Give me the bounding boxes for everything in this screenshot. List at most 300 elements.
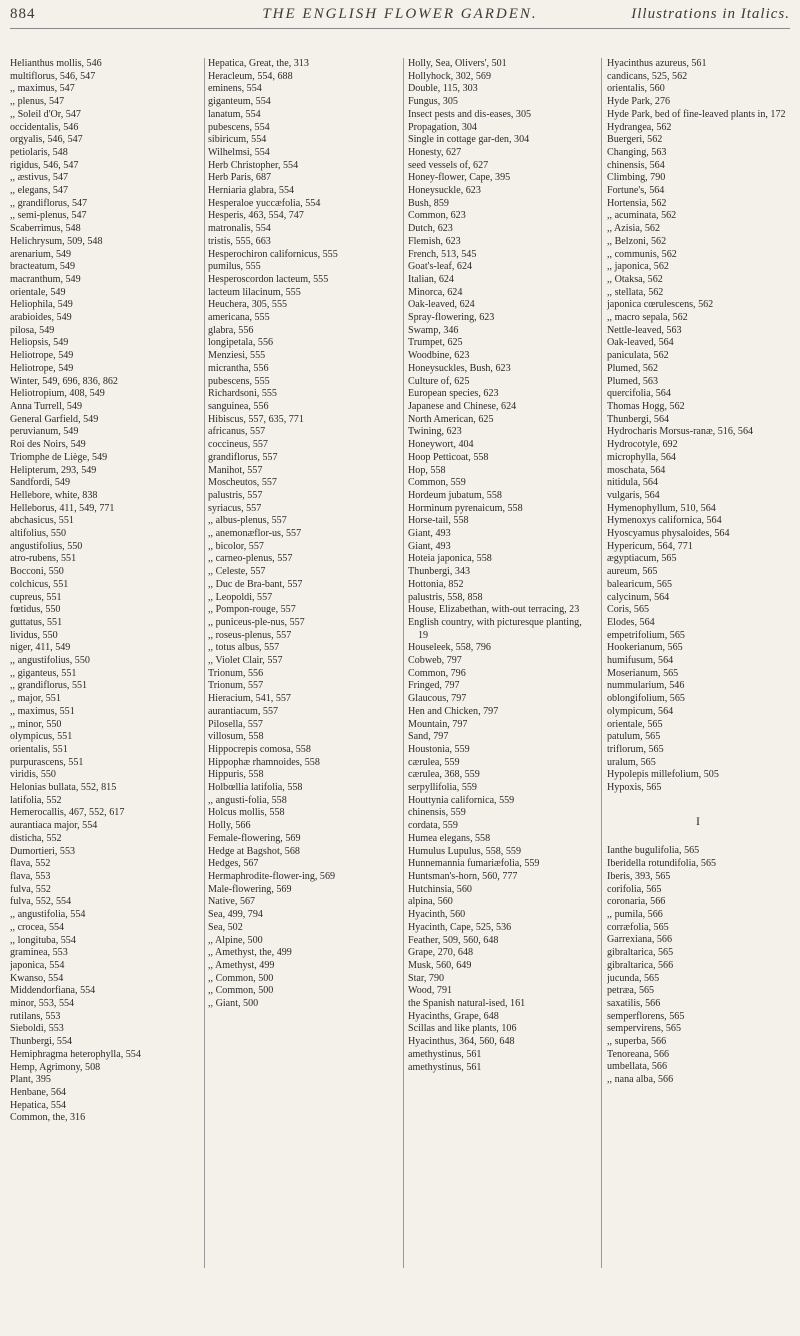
index-entry: Honeysuckle, 623: [408, 185, 481, 197]
index-column-3: [408, 58, 590, 1328]
index-entry: Hepatica, Great, the, 313: [208, 58, 309, 69]
index-entry: Japanese and Chinese, 624: [408, 400, 517, 412]
index-entry: Trumpet, 625: [408, 337, 463, 349]
index-entry: Propagation, 304: [408, 121, 477, 133]
index-entry: Iberidella rotundifolia, 565: [607, 858, 717, 870]
index-entry: fulva, 552, 554: [10, 896, 72, 908]
index-entry: Hordeum jubatum, 558: [408, 489, 502, 501]
index-entry: Honeywort, 404: [408, 439, 474, 451]
index-entry: viridis, 550: [10, 769, 56, 781]
index-entry: corifolia, 565: [607, 883, 662, 895]
index-entry: saxatilis, 566: [607, 997, 661, 1009]
index-entry: occidentalis, 546: [10, 121, 79, 133]
index-entry: ,, Leopoldi, 557: [208, 591, 273, 603]
index-entry: ,, Otaksa, 562: [607, 273, 663, 285]
index-entry: Heliotrope, 549: [10, 362, 74, 374]
index-entry: Hymenoxys californica, 564: [607, 515, 722, 527]
page-number: 884: [10, 6, 36, 22]
index-entry: Hibiscus, 557, 635, 771: [208, 413, 304, 425]
index-entry: North American, 625: [408, 413, 494, 425]
index-entry: ,, roseus-plenus, 557: [208, 629, 292, 641]
index-entry: ,, Common, 500: [208, 972, 274, 984]
index-entry: Hydrangea, 562: [607, 121, 672, 133]
index-entry: lanatum, 554: [208, 108, 261, 120]
index-entry: Helianthus mollis, 546: [10, 58, 102, 69]
index-entry: Flemish, 623: [408, 235, 461, 247]
index-entry: pubescens, 554: [208, 121, 270, 133]
index-entry: ,, Soleil d'Or, 547: [10, 108, 81, 120]
index-entry: ,, longituba, 554: [10, 934, 76, 946]
index-entry: ,, Violet Clair, 557: [208, 655, 283, 667]
index-entry: orientalis, 551: [10, 743, 68, 755]
index-entry: Menziesi, 555: [208, 350, 266, 362]
index-entry: Houttynia californica, 559: [408, 794, 515, 806]
index-entry: Sandfordi, 549: [10, 477, 70, 489]
index-entry: Anna Turrell, 549: [10, 400, 83, 412]
index-entry: corræfolia, 565: [607, 921, 669, 933]
index-entry: palustris, 558, 858: [408, 591, 483, 603]
index-entry: ,, carneo-plenus, 557: [208, 553, 293, 565]
index-entry: Huntsman's-horn, 560, 777: [408, 871, 518, 882]
index-entry: Houstonia, 559: [408, 743, 470, 755]
index-entry: Hen and Chicken, 797: [408, 705, 499, 717]
index-entry: Minorca, 624: [408, 286, 463, 298]
index-entry: Thunbergi, 564: [607, 413, 670, 425]
index-entry: ,, acuminata, 562: [607, 210, 677, 222]
index-entry: minor, 553, 554: [10, 998, 75, 1010]
index-entry: balearicum, 565: [607, 578, 673, 590]
index-entry: triflorum, 565: [607, 743, 664, 755]
index-entry: Helipterum, 293, 549: [10, 464, 97, 476]
index-entry: vulgaris, 564: [607, 489, 660, 501]
index-entry: niger, 411, 549: [10, 642, 71, 654]
index-entry: micrantha, 556: [208, 362, 269, 374]
index-entry: Native, 567: [208, 896, 256, 908]
index-entry: multiflorus, 546, 547: [10, 70, 96, 82]
index-entry: Common, 796: [408, 667, 466, 679]
index-entry: Herb Paris, 687: [208, 172, 272, 184]
index-entry: General Garfield, 549: [10, 413, 99, 425]
index-entry: Heuchera, 305, 555: [208, 299, 288, 311]
index-entry: olympicus, 551: [10, 731, 73, 743]
index-entry: villosum, 558: [208, 731, 264, 743]
index-entry: Fringed, 797: [408, 680, 460, 692]
index-entry: abchasicus, 551: [10, 515, 74, 527]
index-entry: Hippophæ rhamnoides, 558: [208, 756, 320, 768]
index-entry: graminea, 553: [10, 947, 68, 959]
index-entry: Hypolepis millefolium, 505: [607, 769, 719, 781]
index-entry: ,, Alpine, 500: [208, 934, 263, 946]
index-entry: ,, maximus, 547: [10, 83, 75, 95]
index-entry: sanguinea, 556: [208, 400, 269, 412]
index-entry: ,, angustifolius, 550: [10, 655, 90, 667]
index-entry: Tenoreana, 566: [607, 1048, 670, 1060]
index-entry: patulum, 565: [607, 731, 661, 743]
index-column-2: [208, 58, 390, 1328]
index-entry: Humea elegans, 558: [408, 832, 491, 844]
index-entry: ,, pumila, 566: [607, 909, 663, 920]
index-entry: macranthum, 549: [10, 273, 81, 285]
index-entry: jucunda, 565: [607, 972, 660, 984]
index-entry: Hesperis, 463, 554, 747: [208, 210, 304, 222]
index-entry: ,, major, 551: [10, 693, 61, 705]
index-entry: orientale, 549: [10, 286, 66, 298]
index-entry: Hydrocotyle, 692: [607, 439, 678, 451]
index-entry: petræa, 565: [607, 985, 655, 997]
index-entry: alpina, 560: [408, 896, 453, 908]
index-entry: Hollyhock, 302, 569: [408, 70, 491, 82]
index-entry: Scaberrimus, 548: [10, 223, 81, 235]
index-entry: ,, anemonæflor-us, 557: [208, 528, 302, 540]
index-entry: cordata, 559: [408, 820, 458, 832]
index-entry: Heliotrope, 549: [10, 350, 74, 362]
index-entry: cærulea, 559: [408, 756, 460, 768]
index-entry: Wilhelmsi, 554: [208, 146, 270, 158]
column-divider: [204, 58, 205, 1268]
index-entry: matronalis, 554: [208, 223, 271, 235]
index-entry: umbellata, 566: [607, 1061, 667, 1073]
index-entry: Culture of, 625: [408, 375, 470, 387]
index-entry: rutilans, 553: [10, 1010, 61, 1022]
index-entry: Common, 559: [408, 477, 466, 489]
index-entry: cupreus, 551: [10, 591, 62, 603]
section-letter: I: [696, 813, 700, 828]
index-entry: latifolia, 552: [10, 794, 62, 806]
index-entry: Thomas Hogg, 562: [607, 400, 685, 412]
index-entry: candicans, 525, 562: [607, 70, 688, 82]
index-entry: ,, Amethyst, 499: [208, 959, 275, 971]
index-entry: Humulus Lupulus, 558, 559: [408, 845, 521, 857]
index-entry: Hydrocharis Morsus-ranæ, 516, 564: [607, 426, 754, 438]
index-entry: palustris, 557: [208, 489, 263, 501]
index-entry: Climbing, 790: [607, 172, 666, 184]
index-entry: Honesty, 627: [408, 146, 462, 158]
index-entry: ,, Common, 500: [208, 985, 274, 997]
index-entry: ,, albus-plenus, 557: [208, 515, 287, 527]
index-entry: humifusum, 564: [607, 655, 674, 667]
index-entry: ,, totus albus, 557: [208, 642, 280, 654]
index-entry: Hesperochiron californicus, 555: [208, 248, 338, 260]
index-entry: Horminum pyrenaicum, 558: [408, 502, 523, 514]
index-entry: Winter, 549, 696, 836, 862: [10, 375, 118, 387]
index-entry: Hyacinths, Grape, 648: [408, 1010, 499, 1022]
index-entry: semperflorens, 565: [607, 1010, 685, 1022]
index-entry: Hypoxis, 565: [607, 782, 662, 794]
index-entry: eminens, 554: [208, 83, 262, 95]
index-entry: Bush, 859: [408, 197, 449, 209]
index-entry: Pilosella, 557: [208, 718, 263, 730]
index-entry: arenarium, 549: [10, 248, 72, 260]
index-entry: atro-rubens, 551: [10, 553, 77, 565]
index-entry: Ianthe bugulifolia, 565: [607, 845, 700, 857]
index-entry: amethystinus, 561: [408, 1048, 482, 1060]
running-title: THE ENGLISH FLOWER GARDEN.: [262, 6, 538, 22]
index-entry: Horse-tail, 558: [408, 515, 469, 527]
index-entry: Helleborus, 411, 549, 771: [10, 502, 115, 514]
index-entry: Thunbergi, 343: [408, 566, 471, 578]
index-entry: aureum, 565: [607, 566, 658, 578]
index-entry: africanus, 557: [208, 426, 266, 438]
index-entry: tristis, 555, 663: [208, 235, 271, 247]
index-entry: Sand, 797: [408, 731, 449, 743]
index-entry: European species, 623: [408, 388, 499, 400]
index-entry: ,, grandiflorus, 551: [10, 680, 88, 692]
index-entry: chinensis, 564: [607, 159, 665, 171]
index-entry: Hottonia, 852: [408, 578, 464, 590]
index-entry: Holly, Sea, Olivers', 501: [408, 58, 507, 69]
index-entry: seed vessels of, 627: [408, 159, 489, 171]
index-entry: fulva, 552: [10, 883, 51, 895]
index-entry: pilosa, 549: [10, 324, 55, 336]
index-entry: Bocconi, 550: [10, 566, 64, 578]
index-entry: Dutch, 623: [408, 223, 453, 235]
index-entry: ,, Giant, 500: [208, 998, 259, 1010]
index-entry: ægyptiacum, 565: [607, 553, 677, 565]
index-entry: microphylla, 564: [607, 451, 676, 463]
index-entry: flava, 552: [10, 858, 51, 870]
index-entry: Common, the, 316: [10, 1112, 86, 1124]
index-entry: Giant, 493: [408, 528, 451, 540]
index-entry: Trionum, 557: [208, 680, 264, 692]
index-entry: Glaucous, 797: [408, 693, 467, 705]
index-entry: Double, 115, 303: [408, 83, 478, 95]
index-entry: Richardsoni, 555: [208, 388, 277, 400]
index-entry: sempervirens, 565: [607, 1023, 682, 1035]
index-entry: Hoop Petticoat, 558: [408, 451, 489, 463]
index-column-4: [607, 58, 789, 1328]
index-entry: ,, Celeste, 557: [208, 566, 266, 578]
index-entry: Hyde Park, bed of fine-leaved plants in, 172: [607, 108, 786, 120]
index-entry: Herb Christopher, 554: [208, 159, 299, 171]
index-entry: Hermaphrodite-flower-ing, 569: [208, 871, 336, 882]
index-entry: Heliopsis, 549: [10, 337, 69, 349]
index-entry: guttatus, 551: [10, 616, 63, 628]
index-entry: coronaria, 566: [607, 896, 666, 908]
index-entry: cærulea, 368, 559: [408, 769, 480, 781]
index-entry: moschata, 564: [607, 464, 666, 476]
index-entry: Mountain, 797: [408, 718, 468, 730]
index-entry: ,, Azisia, 562: [607, 223, 660, 235]
index-entry: Single in cottage gar-den, 304: [408, 134, 530, 146]
index-entry: Hyacinthus, 364, 560, 648: [408, 1036, 515, 1048]
index-entry: pubescens, 555: [208, 375, 270, 387]
index-entry: gibraltarica, 566: [607, 959, 674, 971]
index-entry: Holly, 566: [208, 820, 251, 832]
index-entry: Thunbergi, 554: [10, 1036, 73, 1048]
index-entry: Manihot, 557: [208, 464, 263, 476]
index-entry: ,, communis, 562: [607, 248, 677, 260]
index-entry: Hemp, Agrimony, 508: [10, 1061, 101, 1073]
index-entry: purpurascens, 551: [10, 756, 84, 768]
index-entry: disticha, 552: [10, 832, 62, 844]
index-entry: angustifolius, 550: [10, 540, 83, 552]
index-entry: flava, 553: [10, 871, 51, 882]
index-entry: Hop, 558: [408, 464, 446, 476]
index-entry: Moserianum, 565: [607, 667, 679, 679]
index-entry: Hemerocallis, 467, 552, 617: [10, 807, 125, 819]
index-entry: Triomphe de Liège, 549: [10, 451, 108, 463]
index-entry: Hesperoscordon lacteum, 555: [208, 273, 329, 285]
index-entry: lacteum lilacinum, 555: [208, 286, 301, 298]
index-entry: Honey-flower, Cape, 395: [408, 172, 511, 184]
index-entry: Plant, 395: [10, 1074, 51, 1086]
index-entry: colchicus, 551: [10, 578, 69, 590]
index-entry: aurantiacum, 557: [208, 705, 279, 717]
index-entry: Fortune's, 564: [607, 185, 665, 197]
index-entry: Hutchinsia, 560: [408, 883, 472, 895]
index-entry: Goat's-leaf, 624: [408, 261, 473, 273]
index-entry: ,, giganteus, 551: [10, 667, 77, 679]
index-entry: Hunnemannia fumariæfolia, 559: [408, 858, 540, 870]
index-entry: Hypericum, 564, 771: [607, 540, 693, 552]
index-entry: French, 513, 545: [408, 248, 477, 260]
index-entry: aurantiaca major, 554: [10, 820, 98, 832]
index-entry: peruvianum, 549: [10, 426, 79, 438]
index-entry: Elodes, 564: [607, 616, 655, 628]
index-entry: ,, æstivus, 547: [10, 172, 69, 184]
index-entry: Feather, 509, 560, 648: [408, 934, 499, 946]
index-entry: syriacus, 557: [208, 502, 262, 514]
index-entry: ,, Pompon-rouge, 557: [208, 604, 296, 616]
index-entry: Swamp, 346: [408, 324, 459, 336]
index-entry: uralum, 565: [607, 756, 656, 768]
index-entry: Hepatica, 554: [10, 1099, 67, 1111]
index-entry: ,, angusti-folia, 558: [208, 794, 287, 806]
index-entry: japonica, 554: [10, 959, 65, 971]
index-entry: Heracleum, 554, 688: [208, 70, 293, 82]
index-entry: ,, Amethyst, the, 499: [208, 947, 292, 959]
index-entry: Hyacinth, Cape, 525, 536: [408, 921, 512, 933]
index-entry: Hemiphragma heterophylla, 554: [10, 1048, 141, 1060]
index-entry: ,, grandiflorus, 547: [10, 197, 88, 209]
index-entry: longipetala, 556: [208, 337, 274, 349]
index-entry: Scillas and like plants, 106: [408, 1023, 517, 1035]
index-entry: ,, Belzoni, 562: [607, 235, 667, 247]
index-entry: paniculata, 562: [607, 350, 669, 362]
index-entry: Plumed, 563: [607, 375, 659, 387]
index-entry: empetrifolium, 565: [607, 629, 685, 641]
index-entry: Spray-flowering, 623: [408, 312, 495, 324]
index-entry: olympicum, 564: [607, 705, 674, 717]
index-entry: Heliophila, 549: [10, 299, 73, 311]
index-entry: Hyacinth, 560: [408, 909, 466, 921]
index-entry: Dumortieri, 553: [10, 845, 76, 857]
index-entry: Hyacinthus azureus, 561: [607, 58, 707, 69]
index-entry: Changing, 563: [607, 146, 667, 158]
index-entry: petiolaris, 548: [10, 146, 68, 158]
index-entry: lividus, 550: [10, 629, 58, 641]
index-entry: Hookerianum, 565: [607, 642, 683, 654]
spacer: [607, 835, 789, 845]
index-entry: Garrexiana, 566: [607, 934, 673, 946]
index-entry: Hedge at Bagshot, 568: [208, 845, 300, 857]
index-entry: Holbœllia latifolia, 558: [208, 782, 303, 794]
index-entry: Woodbine, 623: [408, 350, 470, 362]
index-entry: orgyalis, 546, 547: [10, 134, 83, 146]
index-entry: ,, nana alba, 566: [607, 1074, 674, 1086]
index-entry: oblongifolium, 565: [607, 693, 685, 705]
index-entry: Sea, 502: [208, 921, 243, 933]
index-entry: ,, superba, 566: [607, 1036, 667, 1048]
index-entry: gibraltarica, 565: [607, 947, 674, 959]
index-entry: chinensis, 559: [408, 807, 466, 819]
index-entry: Common, 623: [408, 210, 466, 222]
index-entry: Hortensia, 562: [607, 197, 667, 209]
index-entry: Male-flowering, 569: [208, 883, 292, 895]
index-entry: Hyoscyamus physaloides, 564: [607, 528, 730, 540]
index-entry: Coris, 565: [607, 604, 650, 616]
index-entry: Cobweb, 797: [408, 655, 462, 667]
index-entry: Hymenophyllum, 510, 564: [607, 502, 716, 514]
index-entry: Female-flowering, 569: [208, 832, 301, 844]
index-entry: Insect pests and dis-eases, 305: [408, 108, 532, 120]
index-entry: pumilus, 555: [208, 261, 261, 273]
index-entry: Middendorfiana, 554: [10, 985, 96, 997]
index-entry: fœtidus, 550: [10, 604, 61, 616]
index-entry: Helichrysum, 509, 548: [10, 235, 103, 247]
index-entry: ,, maximus, 551: [10, 705, 75, 717]
index-entry: Fungus, 305: [408, 96, 458, 108]
index-entry: Giant, 493: [408, 540, 451, 552]
index-entry: Herniaria glabra, 554: [208, 185, 295, 197]
index-entry: Henbane, 564: [10, 1086, 67, 1098]
index-entry: americana, 555: [208, 312, 270, 324]
index-column-1: [10, 58, 192, 1328]
index-entry: coccineus, 557: [208, 439, 268, 451]
column-divider: [403, 58, 404, 1268]
index-entry: English country, with picturesque planting, 19: [408, 616, 585, 641]
index-entry: Moscheutos, 557: [208, 477, 277, 489]
index-entry: ,, macro sepala, 562: [607, 312, 688, 324]
page-header: [10, 6, 790, 26]
index-entry: House, Elizabethan, with-out terracing, 23: [408, 604, 580, 616]
index-entry: Kwanso, 554: [10, 972, 64, 984]
index-entry: Plumed, 562: [607, 362, 659, 374]
index-entry: Oak-leaved, 624: [408, 299, 475, 311]
index-entry: ,, puniceus-ple-nus, 557: [208, 616, 305, 628]
index-entry: Hippuris, 558: [208, 769, 264, 781]
index-entry: ,, japonica, 562: [607, 261, 669, 273]
index-entry: ,, crocea, 554: [10, 921, 65, 933]
index-entry: amethystinus, 561: [408, 1061, 482, 1073]
index-entry: calycinum, 564: [607, 591, 670, 603]
index-entry: Roi des Noirs, 549: [10, 439, 86, 451]
index-entry: ,, semi-plenus, 547: [10, 210, 87, 222]
index-entry: Grape, 270, 648: [408, 947, 474, 959]
index-entry: ,, Duc de Bra-bant, 557: [208, 578, 303, 590]
index-entry: quercifolia, 564: [607, 388, 671, 400]
index-entry: Musk, 560, 649: [408, 959, 472, 971]
index-entry: sibiricum, 554: [208, 134, 267, 146]
index-entry: Iberis, 393, 565: [607, 870, 671, 882]
index-entry: Hippocrepis comosa, 558: [208, 743, 311, 755]
index-entry: rigidus, 546, 547: [10, 159, 79, 171]
index-entry: nummularium, 546: [607, 680, 685, 692]
index-entry: ,, plenus, 547: [10, 96, 65, 108]
index-entry: bracteatum, 549: [10, 261, 76, 273]
index-entry: orientalis, 560: [607, 83, 665, 95]
index-entry: the Spanish natural-ised, 161: [408, 998, 526, 1010]
index-entry: grandiflorus, 557: [208, 451, 278, 463]
index-entry: Sea, 499, 794: [208, 909, 263, 921]
index-entry: giganteum, 554: [208, 96, 271, 108]
index-entry: Nettle-leaved, 563: [607, 324, 682, 336]
index-entry: Trionum, 556: [208, 667, 264, 679]
index-entry: orientale, 565: [607, 718, 663, 730]
index-entry: Sieboldi, 553: [10, 1023, 64, 1035]
index-entry: ,, elegans, 547: [10, 185, 69, 197]
index-entry: Holcus mollis, 558: [208, 807, 285, 819]
